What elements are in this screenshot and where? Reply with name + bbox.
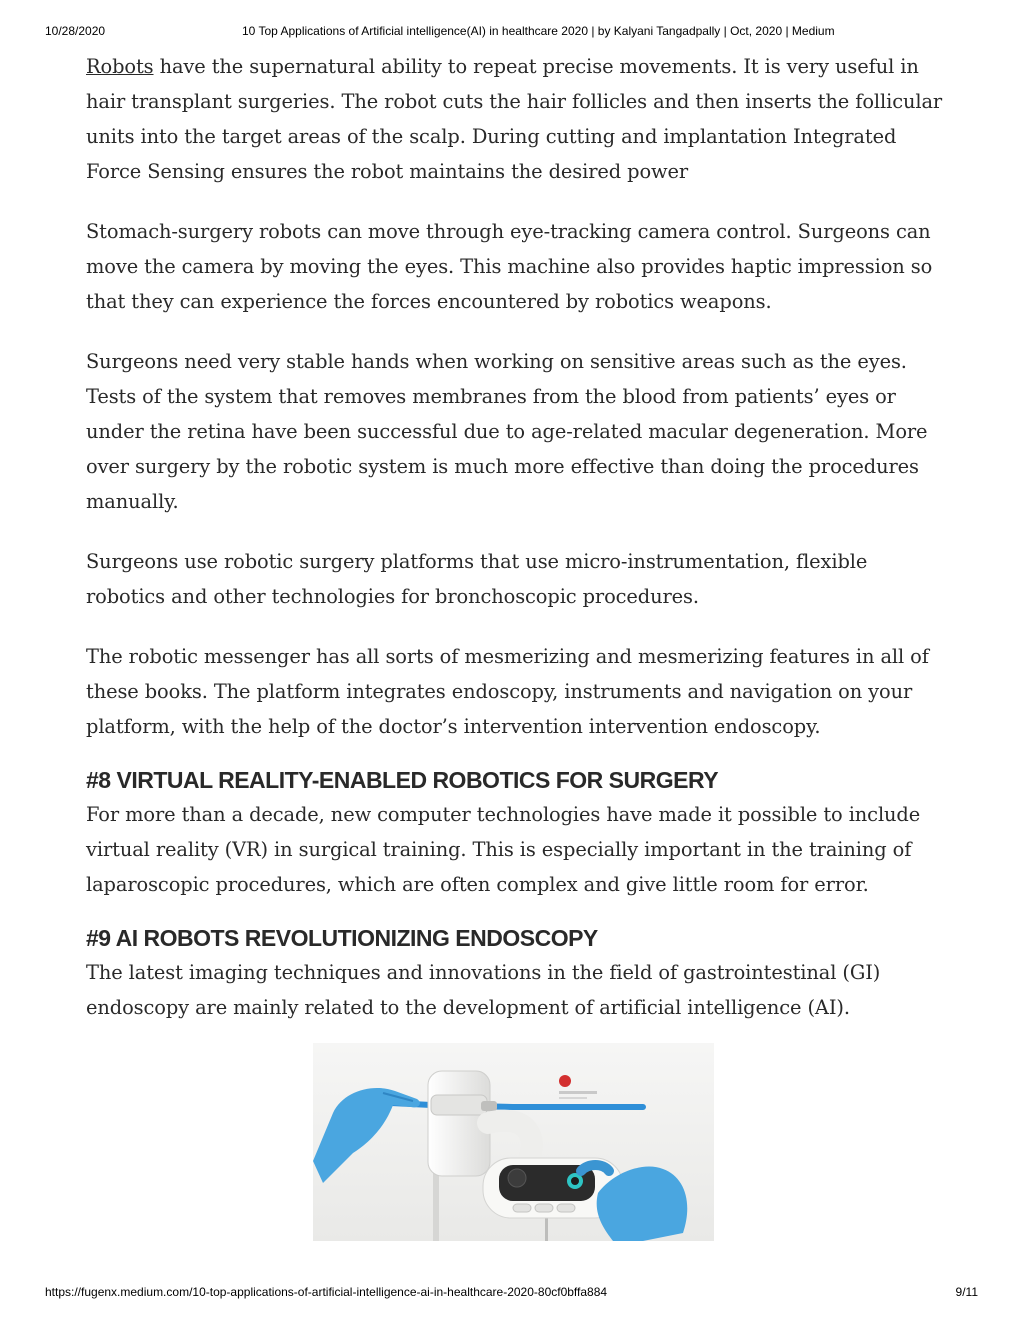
paragraph-robots-text: have the supernatural ability to repeat precise movements. It is very useful in hair transplant surgeries. The robot cuts the hair follicles and then inserts the follicular units into the target areas of the scalp. During cutting and implantation Integrated Force Sensing ensures the robot maintains the desired power: [86, 55, 943, 183]
print-title: 10 Top Applications of Artificial intelligence(AI) in healthcare 2020 | by Kalyani Tangadpally | Oct, 2020 | Medium: [242, 24, 835, 38]
print-url: https://fugenx.medium.com/10-top-applications-of-artificial-intelligence-ai-in-healthcare-2020-80cf0bffa884: [45, 1285, 608, 1299]
heading-ai-endoscopy: #9 AI ROBOTS REVOLUTIONIZING ENDOSCOPY: [86, 925, 598, 951]
endoscopy-robot-image: [313, 1043, 714, 1241]
heading-vr-robotics: #8 VIRTUAL REALITY-ENABLED ROBOTICS FOR SURGERY: [86, 767, 719, 793]
paragraph-robots: [86, 49, 946, 189]
paragraph-bronchoscopic: Surgeons use robotic surgery platforms that use micro-instrumentation, flexible robotics and other technologies for bronchoscopic procedures.: [86, 550, 868, 608]
print-footer: [0, 1285, 1024, 1301]
paragraph-gi-endoscopy: The latest imaging techniques and innovations in the field of gastrointestinal (GI) endoscopy are mainly related to the development of artificial intelligence (AI).: [86, 961, 881, 1019]
paragraph-stomach-surgery: Stomach-surgery robots can move through eye-tracking camera control. Surgeons can move the camera by moving the eyes. This machine also provides haptic impression so that they can experience the forces encountered by robotics weapons.: [86, 220, 933, 313]
paragraph-robotic-messenger: The robotic messenger has all sorts of mesmerizing and mesmerizing features in all of these books. The platform integrates endoscopy, instruments and navigation on your platform, with the help of the doctor’s intervention intervention endoscopy.: [86, 645, 929, 738]
paragraph-vr-training: For more than a decade, new computer technologies have made it possible to include virtual reality (VR) in surgical training. This is especially important in the training of laparoscopic procedures, which are often complex and give little room for error.: [86, 803, 921, 896]
print-header: [0, 24, 1024, 40]
article-body: [86, 49, 946, 1050]
print-date: 10/28/2020: [45, 24, 106, 38]
robotic-endoscopy-device-icon: [313, 1043, 714, 1241]
page-number: 9/11: [955, 1285, 978, 1299]
robots-link[interactable]: Robots: [86, 55, 154, 78]
paragraph-eye-surgery: Surgeons need very stable hands when working on sensitive areas such as the eyes. Tests of the system that removes membranes from the blood from patients’ eyes or under the retina have been successful due to age-related macular degeneration. More over surgery by the robotic system is much more effective than doing the procedures manually.: [86, 350, 928, 513]
